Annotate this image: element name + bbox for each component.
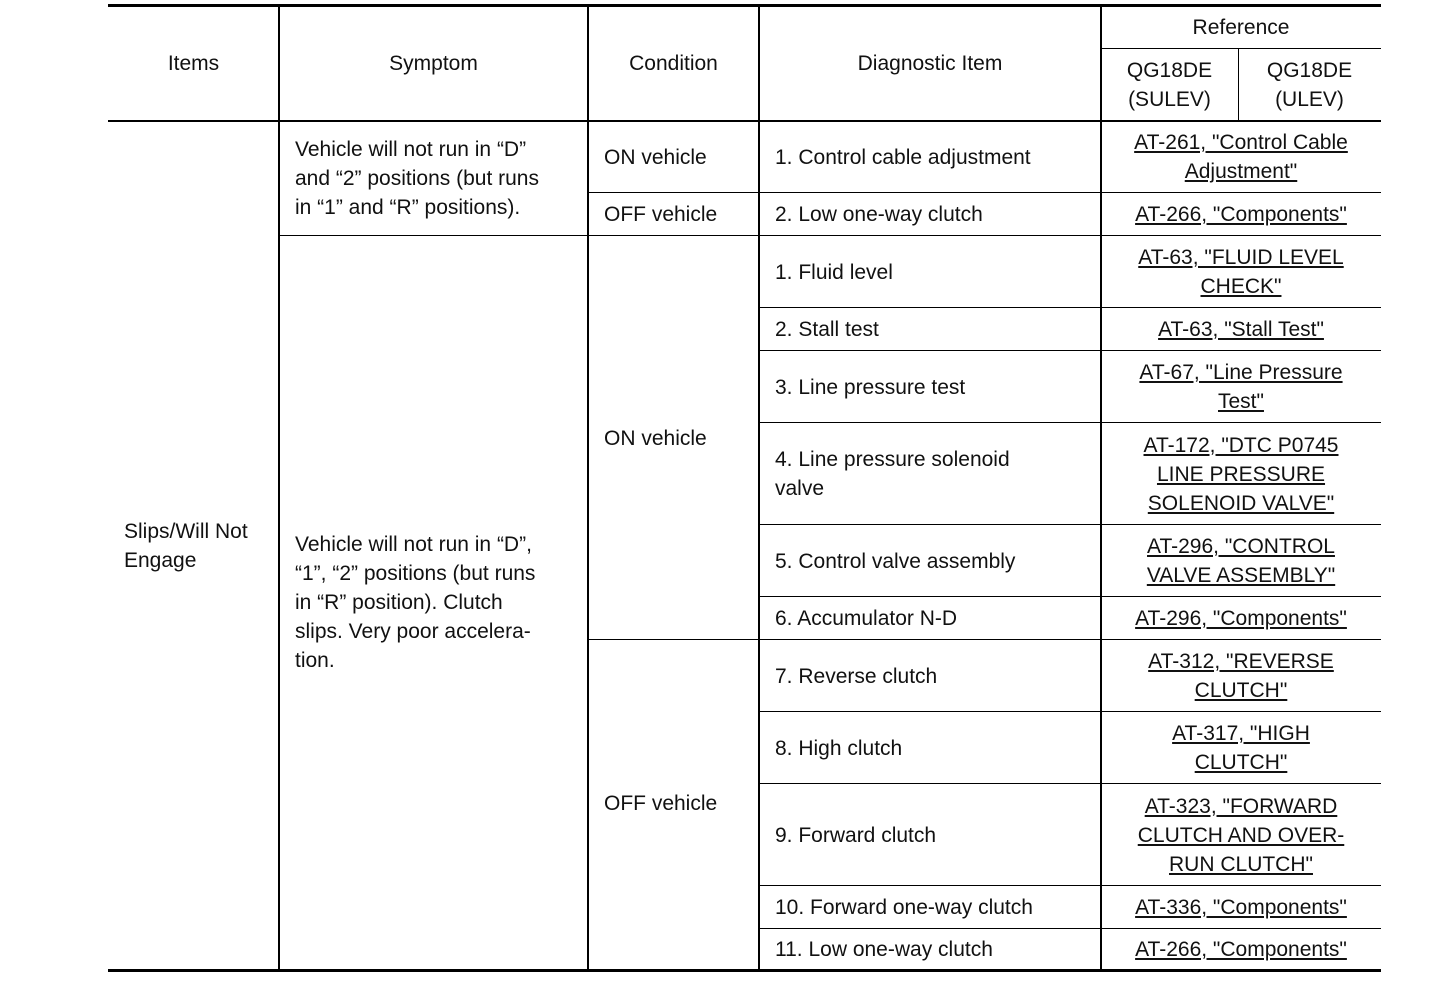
reference-link[interactable] <box>1101 351 1381 423</box>
row-divider <box>759 350 1381 351</box>
diagnostic-item-cell-text: 5. Control valve assembly <box>775 549 1016 573</box>
reference-link[interactable] <box>1101 640 1381 712</box>
reference-link[interactable] <box>1101 423 1381 525</box>
table-top-border <box>108 4 1381 7</box>
reference-link[interactable] <box>1101 525 1381 597</box>
diagnostic-item-cell-text: 2. Stall test <box>775 318 879 341</box>
column-divider <box>1100 5 1102 971</box>
reference-link-text[interactable]: AT-312, "REVERSE CLUTCH" <box>1148 650 1334 702</box>
condition-cell-text: ON vehicle <box>604 145 707 169</box>
diagnostic-item-cell-text: 1. Control cable adjustment <box>775 145 1031 169</box>
reference-header-divider <box>1101 48 1381 49</box>
row-divider <box>588 639 759 640</box>
column-divider <box>587 5 589 971</box>
table-bottom-border <box>108 969 1381 972</box>
row-divider <box>759 596 1381 597</box>
condition-cell-text: OFF vehicle <box>604 792 718 815</box>
reference-link-text[interactable]: AT-296, "CONTROL VALVE ASSEMBLY" <box>1146 535 1336 587</box>
header-condition-text: Condition <box>629 51 718 75</box>
reference-link-text[interactable]: AT-266, "Components" <box>1135 938 1347 961</box>
reference-link-text[interactable]: AT-63, "Stall Test" <box>1158 318 1324 341</box>
header-bottom-border <box>108 120 1381 122</box>
header-ref-sulev-text: QG18DE (SULEV) <box>1126 59 1213 111</box>
reference-link[interactable] <box>1101 929 1381 970</box>
row-divider <box>588 192 759 193</box>
header-items-text: Items <box>167 51 220 75</box>
row-divider <box>759 783 1381 784</box>
reference-link[interactable] <box>1101 784 1381 886</box>
header-ref-sulev <box>1101 49 1238 121</box>
reference-link-text[interactable]: AT-336, "Components" <box>1135 896 1347 919</box>
header-diagnostic-item <box>759 5 1101 121</box>
diagnostic-item-cell <box>759 929 1101 970</box>
diagnostic-item-cell <box>759 597 1101 640</box>
symptom-cell-text: Vehicle will not run in “D”, “1”, “2” positions (but runs in “R” position). Clutch slips. Very poor accelera- tion. <box>295 533 536 672</box>
row-divider <box>279 235 588 236</box>
header-symptom-text: Symptom <box>389 51 478 75</box>
diagnostic-item-cell <box>759 121 1101 193</box>
row-divider <box>759 422 1381 423</box>
header-diagnostic-item-text: Diagnostic Item <box>857 51 1003 75</box>
diagnostic-item-cell-text: 8. High clutch <box>775 736 903 760</box>
reference-link[interactable] <box>1101 308 1381 351</box>
condition-cell-text: OFF vehicle <box>604 203 718 226</box>
row-divider <box>759 307 1381 308</box>
row-divider <box>588 235 759 236</box>
row-divider <box>759 711 1381 712</box>
reference-link[interactable] <box>1101 597 1381 640</box>
reference-link[interactable] <box>1101 886 1381 929</box>
header-items <box>108 5 279 121</box>
reference-link[interactable] <box>1101 121 1381 193</box>
reference-link-text[interactable]: AT-67, "Line Pressure Test" <box>1139 361 1343 413</box>
diagnostic-item-cell-text: 9. Forward clutch <box>775 823 937 847</box>
diagnostic-item-cell-text: 3. Line pressure test <box>775 375 966 399</box>
item-cell <box>108 121 279 970</box>
symptom-cell <box>279 236 588 970</box>
diagnostic-item-cell-text: 6. Accumulator N-D <box>775 607 958 630</box>
column-divider <box>278 5 280 971</box>
reference-link-text[interactable]: AT-317, "HIGH CLUTCH" <box>1172 722 1310 774</box>
item-cell-text: Slips/Will Not Engage <box>124 519 248 572</box>
condition-cell-text: ON vehicle <box>604 426 707 450</box>
diagnostic-item-cell <box>759 308 1101 351</box>
symptom-cell <box>279 121 588 236</box>
diagnostic-item-cell-text: 2. Low one-way clutch <box>775 203 983 226</box>
reference-link-text[interactable]: AT-323, "FORWARD CLUTCH AND OVER- RUN CLUTCH" <box>1137 794 1345 876</box>
diagnostic-item-cell-text: 11. Low one-way clutch <box>775 938 993 961</box>
diagnostic-item-cell <box>759 886 1101 929</box>
diagnostic-item-cell <box>759 784 1101 886</box>
reference-link-text[interactable]: AT-261, "Control Cable Adjustment" <box>1134 131 1348 183</box>
diagnostic-item-cell <box>759 193 1101 236</box>
diagnostic-item-cell-text: 1. Fluid level <box>775 260 893 284</box>
header-reference-text: Reference <box>1192 15 1290 39</box>
reference-link[interactable] <box>1101 712 1381 784</box>
row-divider <box>759 928 1381 929</box>
condition-cell <box>588 193 759 236</box>
reference-link-text[interactable]: AT-63, "FLUID LEVEL CHECK" <box>1138 246 1344 298</box>
reference-link-text[interactable]: AT-266, "Components" <box>1135 203 1347 226</box>
row-divider <box>759 885 1381 886</box>
diagnostic-item-cell <box>759 525 1101 597</box>
header-reference <box>1101 5 1381 49</box>
row-divider <box>759 524 1381 525</box>
header-ref-ulev-text: QG18DE (ULEV) <box>1266 59 1353 111</box>
condition-cell <box>588 121 759 193</box>
diagnostic-item-cell <box>759 351 1101 423</box>
reference-link-text[interactable]: AT-172, "DTC P0745 LINE PRESSURE SOLENOID VALVE" <box>1143 433 1339 515</box>
diagnostic-item-cell-text: 4. Line pressure solenoid valve <box>775 448 1010 500</box>
header-condition <box>588 5 759 121</box>
condition-cell <box>588 236 759 640</box>
header-ref-ulev <box>1238 49 1381 121</box>
diagnostic-item-cell <box>759 640 1101 712</box>
reference-link[interactable] <box>1101 193 1381 236</box>
diagnostic-item-cell-text: 10. Forward one-way clutch <box>775 896 1033 919</box>
column-divider <box>758 5 760 971</box>
reference-split-divider <box>1238 49 1239 121</box>
row-divider <box>759 639 1381 640</box>
reference-link-text[interactable]: AT-296, "Components" <box>1135 607 1347 630</box>
reference-link[interactable] <box>1101 236 1381 308</box>
header-symptom <box>279 5 588 121</box>
diagnostic-item-cell <box>759 712 1101 784</box>
diagnostic-item-cell <box>759 236 1101 308</box>
diagnostic-item-cell-text: 7. Reverse clutch <box>775 664 938 688</box>
symptom-cell-text: Vehicle will not run in “D” and “2” positions (but runs in “1” and “R” positions). <box>295 138 539 219</box>
row-divider <box>759 192 1381 193</box>
condition-cell <box>588 640 759 970</box>
diagnostic-item-cell <box>759 423 1101 525</box>
row-divider <box>759 235 1381 236</box>
